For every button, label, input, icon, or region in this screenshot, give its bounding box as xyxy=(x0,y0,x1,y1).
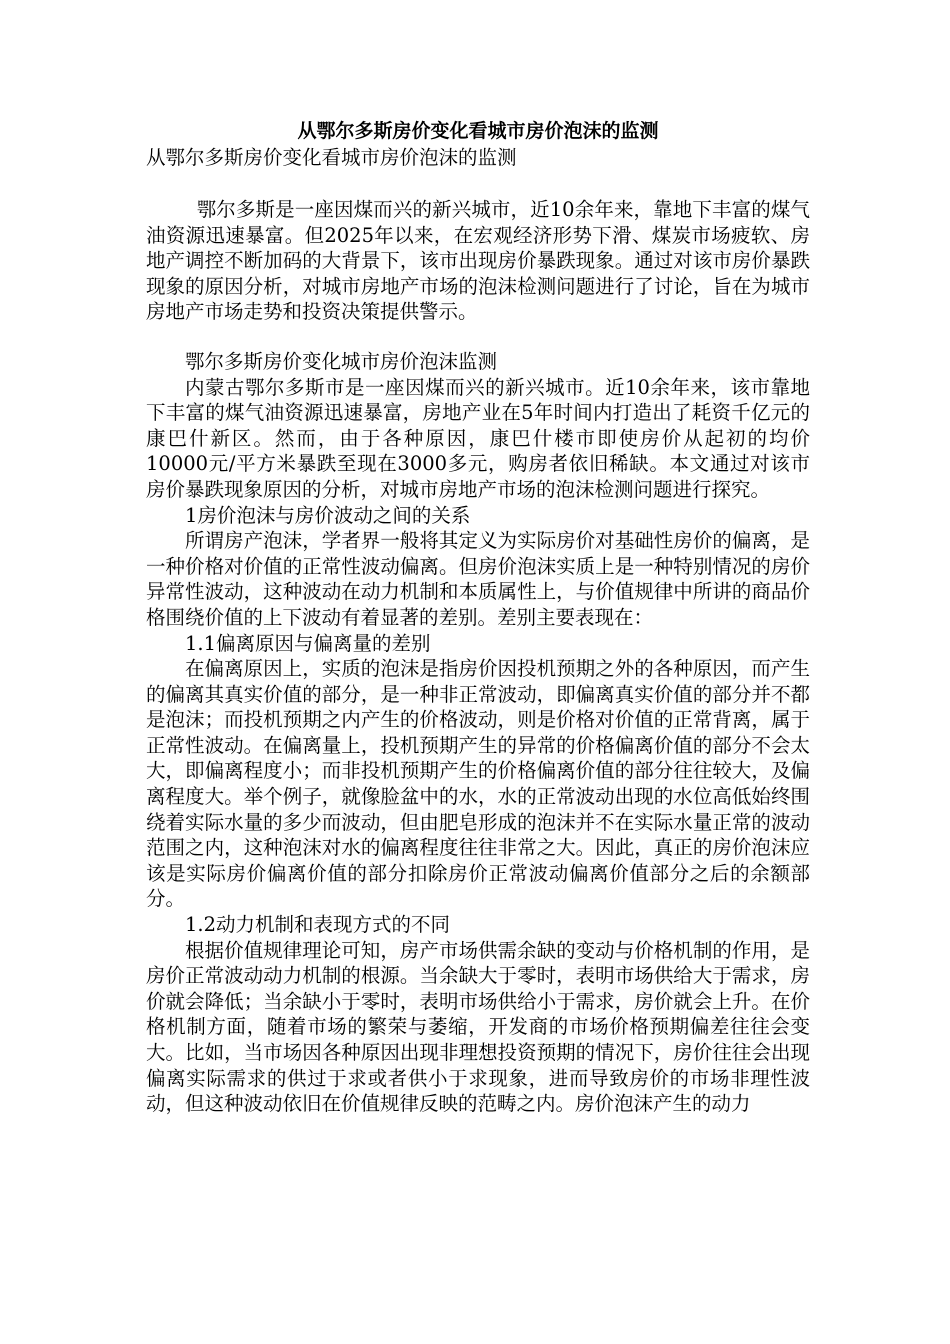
section-1-2-paragraph: 根据价值规律理论可知，房产市场供需余缺的变动与价格机制的作用，是房价正常波动动力机制的根源。当余缺大于零时，表明市场供给大于需求，房价就会降低；当余缺小于零时，表明市场供给小于需求，房价就会上升。在价格机制方面，随着市场的繁荣与萎缩，开发商的市场价格预期偏差往往会变大。比如，当市场因各种原因出现非理想投资预期的情况下，房价往往会出现偏离实际需求的供过于求或者供小于求现象，进而导致房价的市场非理性波动，但这种波动依旧在价值规律反映的范畴之内。房价泡沫产生的动力 xyxy=(146,938,810,1116)
section-1-1-heading: 1.1偏离原因与偏离量的差别 xyxy=(185,631,431,655)
intro-paragraph: 内蒙古鄂尔多斯市是一座因煤而兴的新兴城市。近10余年来，该市靠地下丰富的煤气油资源迅速暴富，房地产业在5年时间内打造出了耗资千亿元的康巴什新区。然而，由于各种原因，康巴什楼市即使房价从起初的均价10000元/平方米暴跌至现在3000多元，购房者依旧稀缺。本文通过对该市房价暴跌现象原因的分析，对城市房地产市场的泡沫检测问题进行探究。 xyxy=(146,375,810,501)
spacer xyxy=(146,325,810,349)
spacer xyxy=(146,171,810,197)
document-page xyxy=(146,118,810,1117)
abstract-paragraph: 鄂尔多斯是一座因煤而兴的新兴城市，近10余年来，靠地下丰富的煤气油资源迅速暴富。但2025年以来，在宏观经济形势下滑、煤炭市场疲软、房地产调控不断加码的大背景下，该市出现房价暴跌现象。通过对该市房价暴跌现象的原因分析，对城市房地产市场的泡沫检测问题进行了讨论，旨在为城市房地产市场走势和投资决策提供警示。 xyxy=(146,198,810,324)
document-title: 从鄂尔多斯房价变化看城市房价泡沫的监测 xyxy=(297,120,659,142)
section-1-paragraph: 所谓房产泡沫，学者界一般将其定义为实际房价对基础性房价的偏离，是一种价格对价值的正常性波动偏离。但房价泡沫实质上是一种特别情况的房价异常性波动，这种波动在动力机制和本质属性上，与价值规律中所讲的商品价格围绕价值的上下波动有着显著的差别。差别主要表现在： xyxy=(146,529,810,629)
section-1-heading: 1房价泡沫与房价波动之间的关系 xyxy=(185,503,471,527)
document-subtitle: 从鄂尔多斯房价变化看城市房价泡沫的监测 xyxy=(146,146,517,169)
section-1-1-paragraph: 在偏离原因上，实质的泡沫是指房价因投机预期之外的各种原因，而产生的偏离其真实价值的部分，是一种非正常波动，即偏离真实价值的部分并不都是泡沫；而投机预期之内产生的价格波动，则是价格对价值的正常背离，属于正常性波动。在偏离量上，投机预期产生的异常的价格偏离价值的部分不会太大，即偏离程度小；而非投机预期产生的价格偏离价值的部分往往较大，及偏离程度大。举个例子，就像脸盆中的水，水的正常波动出现的水位高低始终围绕着实际水量的多少而波动，但由肥皂形成的泡沫并不在实际水量正常的波动范围之内，这种泡沫对水的偏离程度往往非常之大。因此，真正的房价泡沫应该是实际房价偏离价值的部分扣除房价正常波动偏离价值部分之后的余额部分。 xyxy=(146,657,810,911)
section-1-2-heading: 1.2动力机制和表现方式的不同 xyxy=(185,913,451,937)
keywords-line: 鄂尔多斯房价变化城市房价泡沫监测 xyxy=(185,349,498,373)
